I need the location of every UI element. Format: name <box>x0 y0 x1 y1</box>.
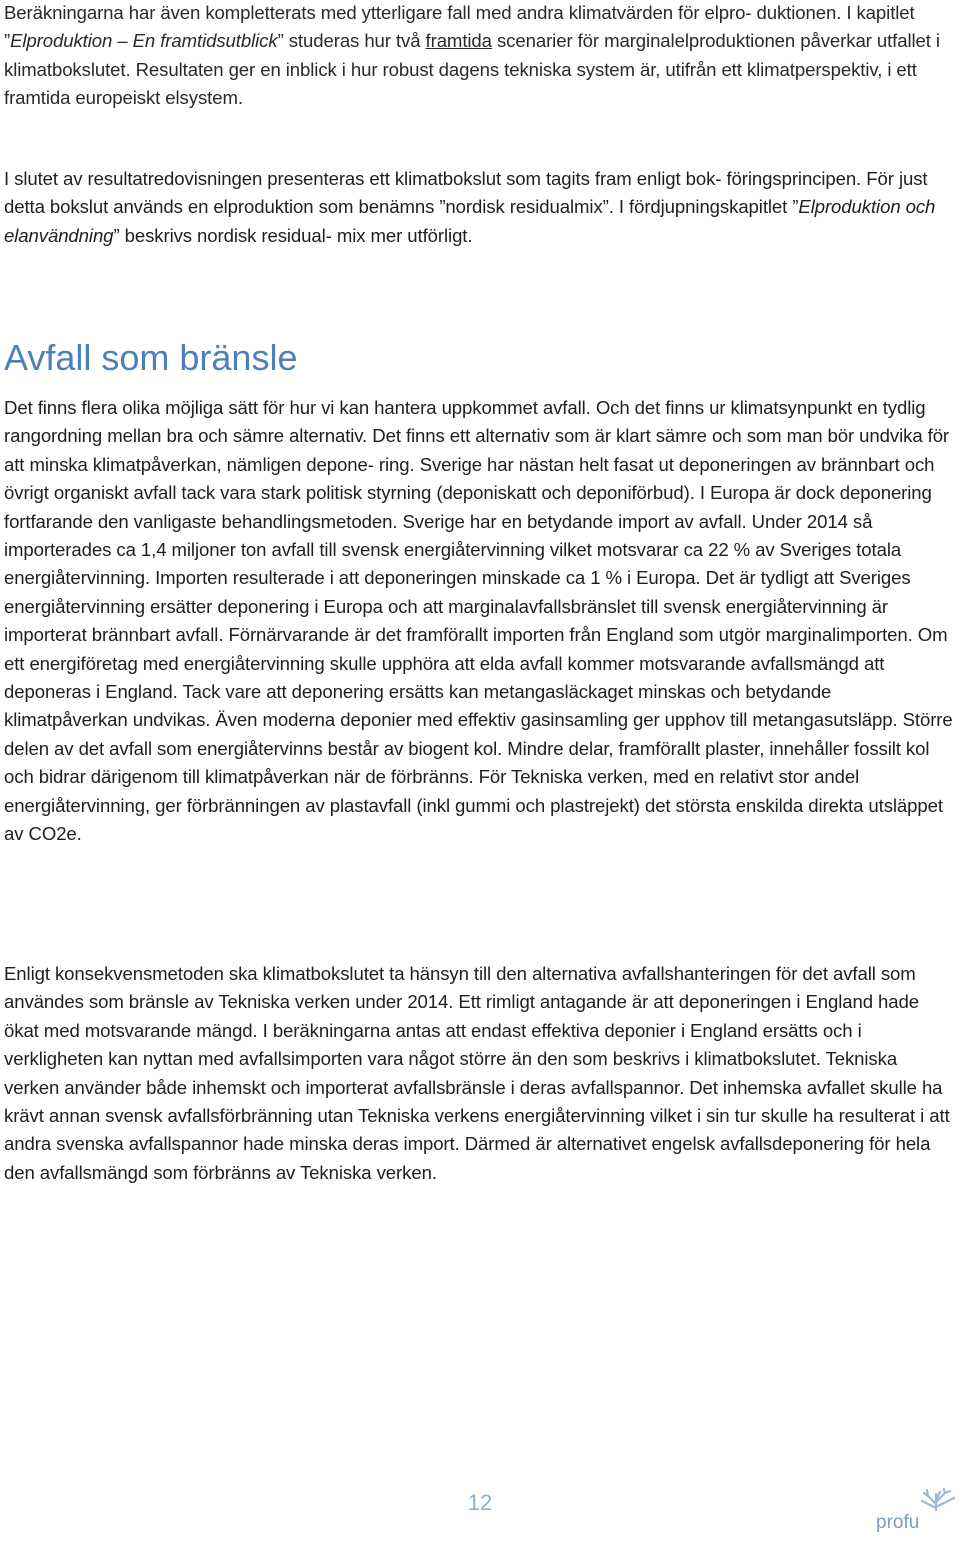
page-number: 12 <box>467 1490 493 1515</box>
chapter-reference-elproduktion-framtidsutblick: Elproduktion – En framtidsutblick <box>10 30 278 52</box>
intro-text-part: ” studeras hur två <box>277 30 426 52</box>
residualmix-text-part: ” beskrivs nordisk residual- mix mer utförligt. <box>113 224 473 246</box>
intro-paragraph-elproduktion <box>4 0 956 113</box>
section-heading: Avfall som bränsle <box>4 337 298 378</box>
avfall-body-paragraph: Det finns flera olika möjliga sätt för hur vi kan hantera uppkommet avfall. Och det finns ur klimatsynpunkt en tydlig rangordning mellan bra och sämre alternativ. Det finns ett alternativ som är klart sämre och som man bör undvika för att minska klimatpåverkan, nämligen depone- ring. Sverige har nästan helt fasat ut deponeringen av brännbart och övrigt organiskt avfall tack vara stark politisk styrning (deponiskatt och deponiförbud). I Europa är dock deponering fortfarande den vanligaste behandlingsmetoden. Sverige har en betydande import av avfall. Under 2014 så importerades ca 1,4 miljoner ton avfall till svensk energiåtervinning vilket motsvarar ca 22 % av Sveriges totala energiåtervinning. Importen resulterade i att deponeringen minskade ca 1 % i Europa. Det är tydligt att Sveriges energiåtervinning ersätter deponering i Europa och att marginalavfallsbränslet till svensk energiåtervinning är importerat brännbart avfall. Förnärvarande är det framförallt importen från England som utgör marginalimporten. Om ett energiföretag med energiåtervinning skulle upphöra att elda avfall kommer motsvarande avfallsmängd att deponeras i England. Tack vare att deponering ersätts kan metangasläckaget minskas och betydande klimatpåverkan undvikas. Även moderna deponier med effektiv gasinsamling ger upphov till metangasutsläpp. Större delen av det avfall som energiåtervinns består av biogent kol. Mindre delar, framförallt plaster, innehåller fossilt kol och bidrar därigenom till klimatpåverkan när de förbränns. För Tekniska verken, med en relativt stor andel energiåtervinning, ger förbränningen av plastavfall (inkl gummi och plastrejekt) det största enskilda direkta utsläppet av CO2e. <box>4 397 953 845</box>
intro-text-part: Beräkningarna har även kompletterats med ytterligare fall med andra klimatvärden för elpro- duktionen. I kapitlet ” <box>4 2 915 52</box>
konsekvensmetod-paragraph: Enligt konsekvensmetoden ska klimatbokslutet ta hänsyn till den alternativa avfallshanteringen för det avfall som användes som bränsle av Tekniska verken under 2014. Ett rimligt antagande är att deponeringen i England hade ökat med motsvarande mängd. I beräkningarna antas att endast effektiva deponier i England ersätts och i verkligheten kan nyttan med avfallsimporten vara något större än den som beskrivs i klimatbokslutet. Tekniska verken använder både inhemskt och importerat avfallsbränsle i deras avfallspannor. Det inhemska avfallet skulle ha krävt annan svensk avfallsförbränning utan Tekniska verkens energiåtervinning vilket i sin tur skulle ha resulterat i att andra svenska avfallspannor hade minska deras import. Därmed är alternativet engelsk avfallsdeponering för hela den avfallsmängd som förbränns av Tekniska verken. <box>4 963 950 1183</box>
profu-logo-text: profu <box>876 1512 920 1533</box>
underlined-word-framtida: framtida <box>425 30 492 52</box>
residualmix-paragraph <box>4 165 956 250</box>
intro-text-part: scenarier för marginalelproduktionen påverkar utfallet i klimatbokslutet. Resultaten ger en inblick i hur robust dagens tekniska system är, utifrån ett klimatperspektiv, i ett framtida europeiskt elsystem. <box>4 30 940 109</box>
chapter-reference-elproduktion-elanvandning: Elproduktion och elanvändning <box>4 196 936 246</box>
residualmix-text-part: I slutet av resultatredovisningen presenteras ett klimatbokslut som tagits fram enligt bok- föringsprincipen. För just detta bokslut används en elproduktion som benämns ”nordisk residualmix”. I fördjupningskapitlet ” <box>4 168 928 218</box>
